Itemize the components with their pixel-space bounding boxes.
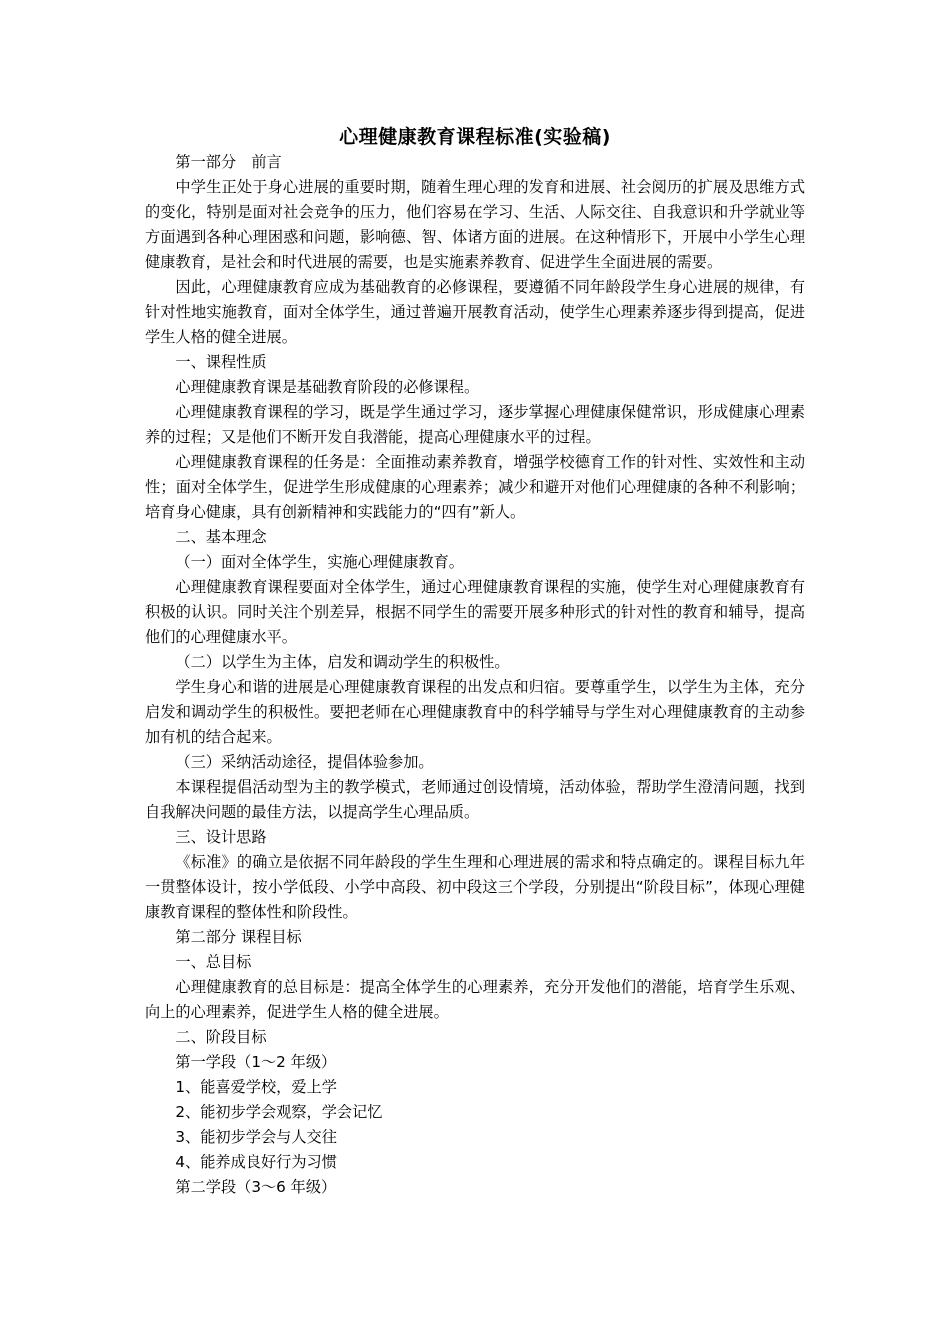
paragraph: 本课程提倡活动型为主的教学模式，老师通过创设情境，活动体验，帮助学生澄清问题，找到自我解决问题的最佳方法，以提高学生心理品质。 — [145, 778, 805, 821]
stage-heading: 第二学段（3～6 年级） — [175, 1178, 337, 1196]
list-item: 2、能初步学会观察，学会记忆 — [175, 1103, 383, 1121]
paragraph: 《标准》的确立是依据不同年龄段的学生生理和心理进展的需求和特点确定的。课程目标九年一贯整体设计，按小学低段、小学中高段、初中段这三个学段，分别提出“阶段目标”，体现心理健康教育课程的整体性和阶段性。 — [145, 853, 805, 921]
list-item: 4、能养成良好行为习惯 — [175, 1153, 337, 1171]
section-heading: 一、课程性质 — [175, 353, 267, 371]
part-two-heading: 第二部分 课程目标 — [175, 928, 302, 946]
paragraph: 心理健康教育课程的任务是：全面推动素养教育，增强学校德育工作的针对性、实效性和主动性；面对全体学生，促进学生形成健康的心理素养；减少和避开对他们心理健康的各种不利影响；培育身心健康，具有创新精神和实践能力的“四有”新人。 — [145, 453, 805, 521]
section-heading: 二、基本理念 — [175, 528, 267, 546]
paragraph: 心理健康教育课程的学习，既是学生通过学习，逐步掌握心理健康保健常识，形成健康心理素养的过程；又是他们不断开发自我潜能，提高心理健康水平的过程。 — [145, 403, 805, 446]
stage-heading: 第一学段（1～2 年级） — [175, 1053, 337, 1071]
paragraph: 学生身心和谐的进展是心理健康教育课程的出发点和归宿。要尊重学生，以学生为主体，充分启发和调动学生的积极性。要把老师在心理健康教育中的科学辅导与学生对心理健康教育的主动参加有机的结合起来。 — [145, 678, 805, 746]
list-item: 1、能喜爱学校，爱上学 — [175, 1078, 337, 1096]
paragraph: 心理健康教育课程要面对全体学生，通过心理健康教育课程的实施，使学生对心理健康教育有积极的认识。同时关注个别差异，根据不同学生的需要开展多种形式的针对性的教育和辅导，提高他们的心理健康水平。 — [145, 578, 805, 646]
subsection-heading: （三）采纳活动途径，提倡体验参加。 — [175, 753, 434, 771]
part-one-heading: 第一部分 前言 — [175, 153, 282, 171]
document-title: 心理健康教育课程标准(实验稿) — [339, 126, 611, 148]
section-heading: 二、阶段目标 — [175, 1028, 267, 1046]
paragraph: 因此，心理健康教育应成为基础教育的必修课程，要遵循不同年龄段学生身心进展的规律，有针对性地实施教育，面对全体学生，通过普遍开展教育活动，使学生心理素养逐步得到提高，促进学生人格的健全进展。 — [145, 278, 805, 346]
paragraph: 中学生正处于身心进展的重要时期，随着生理心理的发育和进展、社会阅历的扩展及思维方式的变化，特别是面对社会竞争的压力，他们容易在学习、生活、人际交往、自我意识和升学就业等方面遇到各种心理困惑和问题，影响德、智、体诸方面的进展。在这种情形下，开展中小学生心理健康教育，是社会和时代进展的需要，也是实施素养教育、促进学生全面进展的需要。 — [145, 178, 805, 271]
section-heading: 三、设计思路 — [175, 828, 267, 846]
paragraph: 心理健康教育课是基础教育阶段的必修课程。 — [175, 378, 480, 396]
document-body — [145, 150, 805, 1200]
subsection-heading: （二）以学生为主体，启发和调动学生的积极性。 — [175, 653, 510, 671]
subsection-heading: （一）面对全体学生，实施心理健康教育。 — [175, 553, 464, 571]
list-item: 3、能初步学会与人交往 — [175, 1128, 337, 1146]
paragraph: 心理健康教育的总目标是：提高全体学生的心理素养，充分开发他们的潜能，培育学生乐观、向上的心理素养，促进学生人格的健全进展。 — [145, 978, 805, 1021]
section-heading: 一、总目标 — [175, 953, 252, 971]
